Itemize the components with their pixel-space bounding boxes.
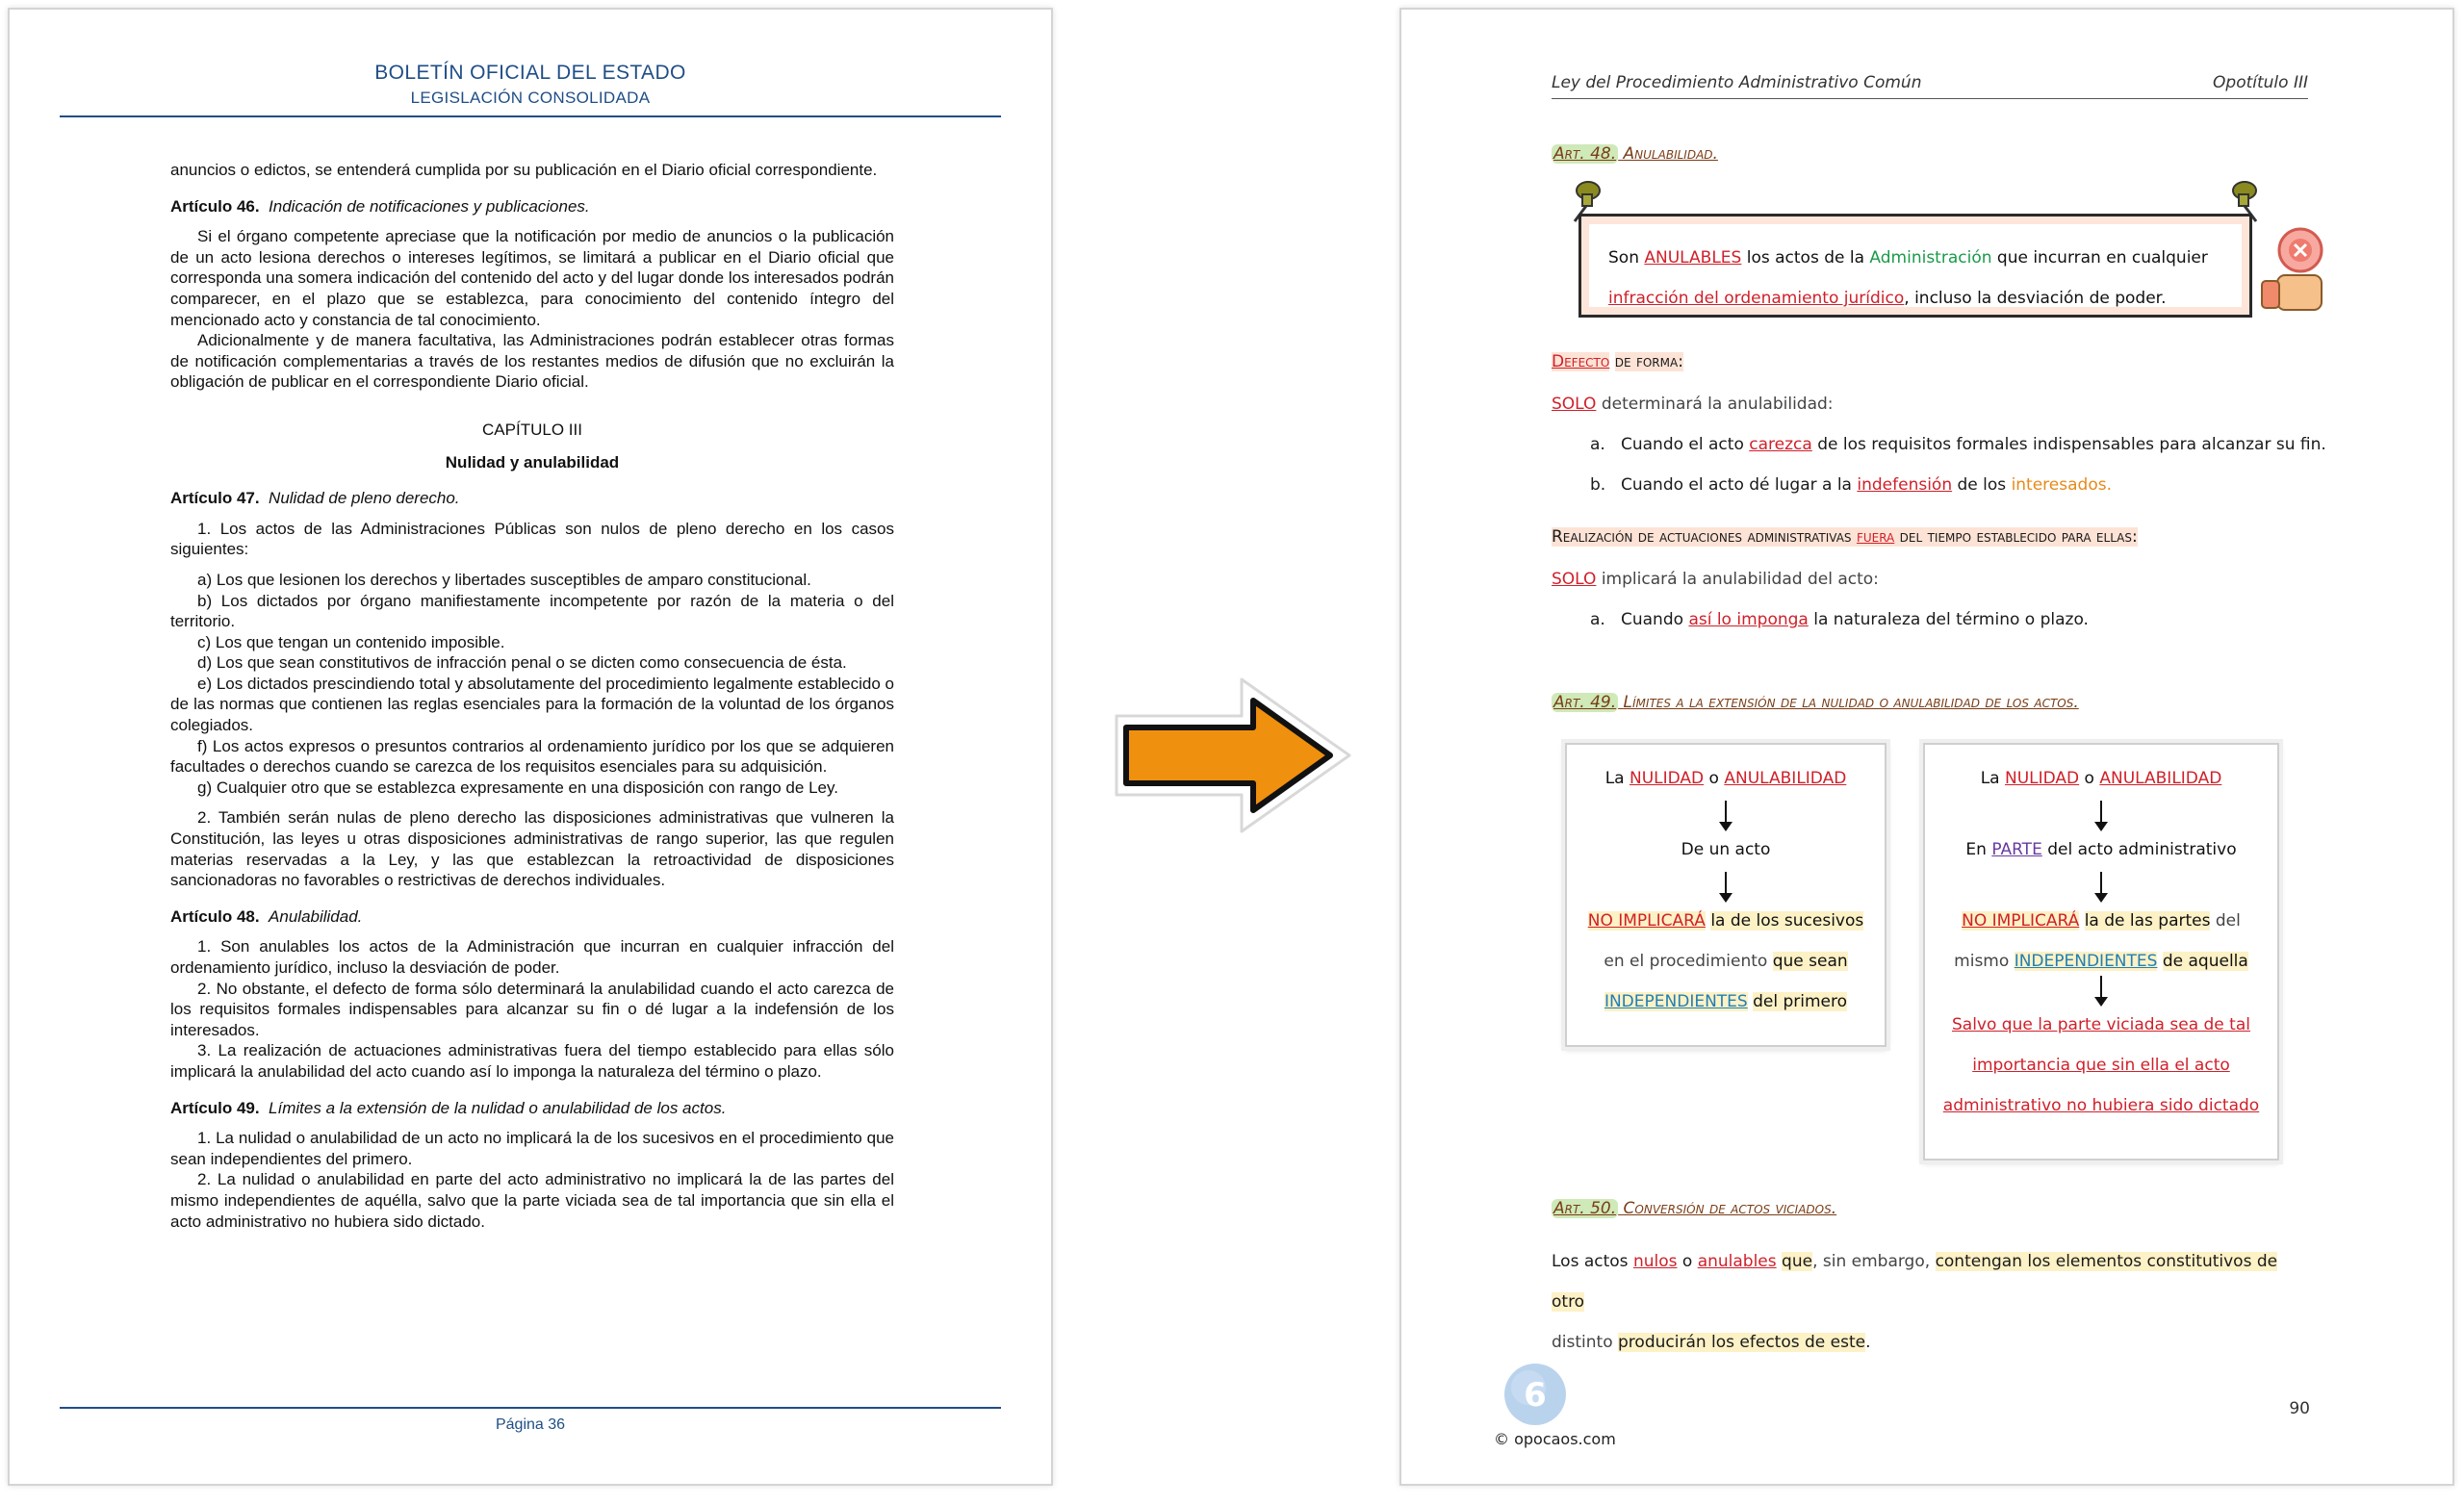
art50-paragraph: Los actos nulos o anulables que, sin embargo, contengan los elementos constitutivos de otro distinto producirán los efectos de este. xyxy=(1552,1252,2278,1352)
arrow-down-icon xyxy=(1716,801,1735,833)
flow-box-nulidad-acto: La NULIDAD o ANULABILIDAD De un acto NO IMPLICARÁ la de los sucesivos en el procedimiento que sean INDEPENDIENTES del primero xyxy=(1565,743,1886,1047)
defecto-solo-line: SOLO determinará la anulabilidad: xyxy=(1552,395,1834,414)
boe-footer-rule xyxy=(60,1407,1001,1409)
boe-page-number: Página 36 xyxy=(495,1416,566,1433)
art48-p2: 2. No obstante, el defecto de forma sólo determinará la anulabilidad cuando el acto carezca de los requisitos formales indispensables para alcanzar su fin o dé lugar a la indefensión de los interesados. xyxy=(170,979,894,1039)
notes-header xyxy=(1552,73,2308,99)
art50-title: Art. 50. Conversión de actos viciados. xyxy=(1553,1199,1837,1218)
art49-heading: Artículo 49. Límites a la extensión de la nulidad o anulabilidad de los actos. xyxy=(170,1098,727,1117)
art46-p1: Si el órgano competente apreciase que la notificación por medio de anuncios o la publicación de un acto lesiona derechos o intereses legítimos, se limitará a publicar en el Diario oficial que corresponda una somera indicación del contenido del acto y del lugar donde los interesados podrán comparecer, en el plazo que se establezca, para conocimiento del contenido íntegro del mencionado acto y constancia de tal conocimiento. xyxy=(170,227,894,329)
realizacion-heading: Realización de actuaciones administrativas fuera del tiempo establecido para ellas: xyxy=(1552,527,2138,547)
art47-p1: 1. Los actos de las Administraciones Públicas son nulos de pleno derecho en los casos siguientes: xyxy=(170,519,894,559)
boe-body xyxy=(170,160,894,1232)
art46-heading: Artículo 46. Indicación de notificaciones y publicaciones. xyxy=(170,196,590,216)
chapter-label: CAPÍTULO III xyxy=(482,420,582,439)
boe-header xyxy=(10,62,1051,108)
arrow-down-icon xyxy=(1716,872,1735,905)
opocaos-logo xyxy=(1502,1361,1569,1428)
boe-intro: anuncios o edictos, se entenderá cumplida por su publicación en el Diario oficial correspondiente. xyxy=(170,161,878,179)
art48-p1: 1. Son anulables los actos de la Administración que incurran en cualquier infracción del ordenamiento jurídico, incluso la desviación de poder. xyxy=(170,937,894,977)
defecto-item-b: b. Cuando el acto dé lugar a la indefensión de los interesados. xyxy=(1590,475,2112,495)
art47-e: e) Los dictados prescindiendo total y absolutamente del procedimiento legalmente establecido o de las normas que contienen las reglas esenciales para la formación de la voluntad de los órganos colegiados. xyxy=(170,674,894,735)
notes-header-title: Ley del Procedimiento Administrativo Común xyxy=(1552,73,1922,92)
art48-heading: Artículo 48. Anulabilidad. xyxy=(170,906,363,926)
svg-text:6: 6 xyxy=(1524,1376,1547,1415)
boe-title: BOLETÍN OFICIAL DEL ESTADO xyxy=(374,62,686,84)
notes-page-number: 90 xyxy=(2289,1399,2310,1418)
art47-a: a) Los que lesionen los derechos y libertades susceptibles de amparo constitucional. xyxy=(197,570,811,589)
art47-g: g) Cualquier otro que se establezca expresamente en una disposición con rango de Ley. xyxy=(197,778,838,797)
boe-subtitle: LEGISLACIÓN CONSOLIDADA xyxy=(410,89,651,107)
notes-header-section: Opotítulo III xyxy=(2213,73,2308,92)
boe-header-rule xyxy=(60,115,1001,117)
art47-heading: Artículo 47. Nulidad de pleno derecho. xyxy=(170,489,460,508)
art47-d: d) Los que sean constitutivos de infracción penal o se dicten como consecuencia de ésta. xyxy=(197,653,847,673)
copyright-text: © opocaos.com xyxy=(1494,1430,1616,1448)
arrow-down-icon xyxy=(2092,872,2111,905)
flow-box-nulidad-parte: La NULIDAD o ANULABILIDAD En PARTE del acto administrativo NO IMPLICARÁ la de las partes del mismo INDEPENDIENTES de aquella Salvo que la parte viciada sea de tal importancia que sin ella el acto administrativo no hubiera sido dictado xyxy=(1923,743,2279,1161)
stop-hand-icon xyxy=(2258,221,2341,318)
art49-title: Art. 49. Límites a la extensión de la nulidad o anulabilidad de los actos. xyxy=(1553,693,2079,712)
flow2-salvo-1: Salvo que la parte viciada sea de tal xyxy=(1952,1015,2250,1034)
art48-title: Art. 48. Anulabilidad. xyxy=(1553,144,1718,164)
defecto-heading: Defecto de forma: xyxy=(1552,352,1683,371)
art47-c: c) Los que tengan un contenido imposible. xyxy=(197,632,505,651)
art49-p1: 1. La nulidad o anulabilidad de un acto no implicará la de los sucesivos en el procedimiento que sean independientes del primero. xyxy=(170,1129,894,1168)
art49-p2: 2. La nulidad o anulabilidad en parte del acto administrativo no implicará la de las partes del mismo independientes de aquélla, salvo que la parte viciada sea de tal importancia que sin ella el acto administrativo no hubiera sido dictado. xyxy=(170,1170,894,1231)
realizacion-solo-line: SOLO implicará la anulabilidad del acto: xyxy=(1552,570,1879,589)
arrow-down-icon xyxy=(2092,801,2111,833)
art46-p2: Adicionalmente y de manera facultativa, las Administraciones podrán establecer otras formas de notificación complementarias a través de los restantes medios de difusión que no excluirán la obligación de publicar en el correspondiente Diario oficial. xyxy=(170,331,894,392)
flow2-salvo-3: administrativo no hubiera sido dictado xyxy=(1942,1096,2260,1115)
art47-f: f) Los actos expresos o presuntos contrarios al ordenamiento jurídico por los que se adquieren facultades o derechos cuando se carezca de los requisitos esenciales para su adquisición. xyxy=(170,736,894,777)
flow2-salvo-2: importancia que sin ella el acto xyxy=(1972,1056,2230,1075)
defecto-item-a: a. Cuando el acto carezca de los requisitos formales indispensables para alcanzar su fin. xyxy=(1590,435,2326,454)
art47-b: b) Los dictados por órgano manifiestamente incompetente por razón de la materia o del territorio. xyxy=(170,591,894,631)
notes-page xyxy=(1399,8,2454,1486)
art47-p2: 2. También serán nulas de pleno derecho las disposiciones administrativas que vulneren la Constitución, las leyes u otras disposiciones administrativas de rango superior, las que regulen materias reservadas a la Ley, y las que establezcan la retroactividad de disposiciones sancionadoras no favorables o restrictivas de derechos individuales. xyxy=(170,808,894,890)
boe-page xyxy=(8,8,1053,1486)
realizacion-item-a: a. Cuando así lo imponga la naturaleza del término o plazo. xyxy=(1590,610,2089,629)
anulables-note-box: Son ANULABLES los actos de la Administración que incurran en cualquier infracción del ordenamiento jurídico, incluso la desviación de poder. xyxy=(1578,214,2252,318)
chapter-title: Nulidad y anulabilidad xyxy=(445,452,620,472)
flow1-de-un-acto: De un acto xyxy=(1681,840,1771,859)
art48-p3: 3. La realización de actuaciones administrativas fuera del tiempo establecido para ellas sólo implicará la anulabilidad del acto cuando así lo imponga la naturaleza del término o plazo. xyxy=(170,1041,894,1081)
right-arrow-icon xyxy=(1107,674,1357,837)
